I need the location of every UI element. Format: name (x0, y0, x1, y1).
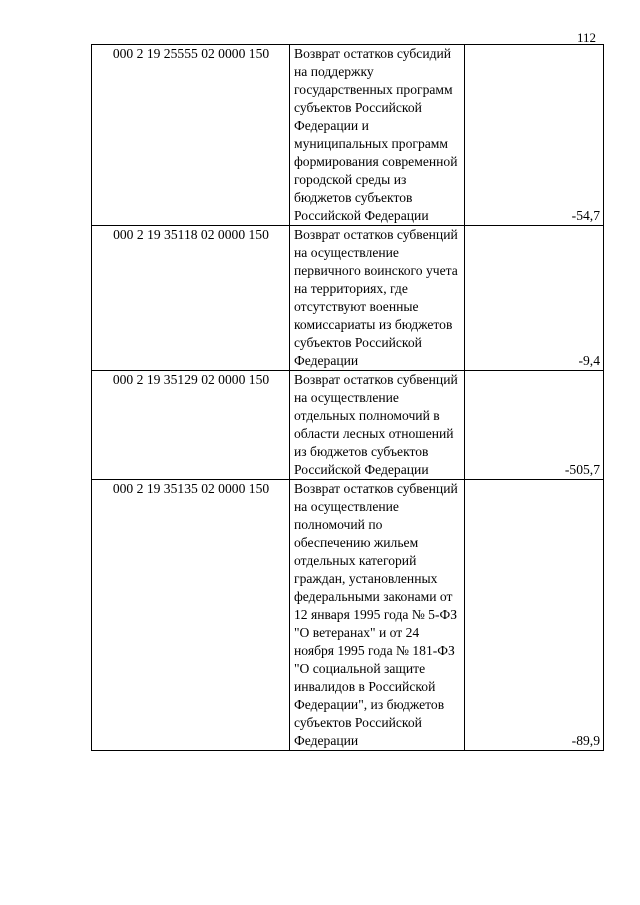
income-description: Возврат остатков субсидий на поддержку государственных программ субъектов Российской Федерации и муниципальных программ формирования современной городской среды из бюджетов субъектов Российской Федерации (290, 45, 465, 226)
budget-code: 000 2 19 35129 02 0000 150 (92, 371, 290, 480)
table-row (92, 226, 604, 371)
income-description: Возврат остатков субвенций на осуществление первичного воинского учета на территориях, где отсутствуют военные комиссариаты из бюджетов субъектов Российской Федерации (290, 226, 465, 371)
amount-value: -505,7 (465, 371, 604, 480)
amount-value: -9,4 (465, 226, 604, 371)
income-description: Возврат остатков субвенций на осуществление отдельных полномочий в области лесных отношений из бюджетов субъектов Российской Федерации (290, 371, 465, 480)
amount-value: -89,9 (465, 480, 604, 751)
page-number: 112 (576, 30, 596, 45)
budget-code: 000 2 19 35118 02 0000 150 (92, 226, 290, 371)
table-row (92, 371, 604, 480)
budget-code: 000 2 19 35135 02 0000 150 (92, 480, 290, 751)
budget-code: 000 2 19 25555 02 0000 150 (92, 45, 290, 226)
table-row (92, 480, 604, 751)
amount-value: -54,7 (465, 45, 604, 226)
income-description: Возврат остатков субвенций на осуществление полномочий по обеспечению жильем отдельных категорий граждан, установленных федеральными законами от 12 января 1995 года № 5-ФЗ "О ветеранах" и от 24 ноября 1995 года № 181-ФЗ "О социальной защите инвалидов в Российской Федерации", из бюджетов субъектов Российской Федерации (290, 480, 465, 751)
table-row (92, 45, 604, 226)
budget-table (91, 44, 604, 751)
